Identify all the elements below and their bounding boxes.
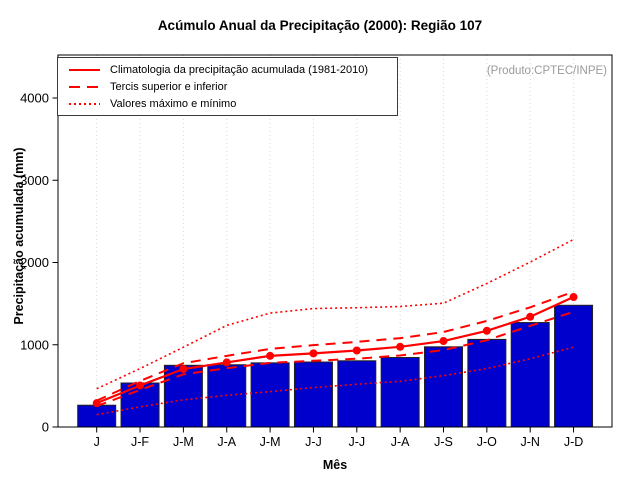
x-tick-label: J-J — [348, 435, 366, 449]
legend-box — [57, 57, 398, 116]
legend-item-max-min — [69, 96, 397, 111]
y-axis-title: Precipitação acumulada (mm) — [12, 147, 26, 325]
bar-J-S — [425, 347, 463, 427]
point-J-J — [353, 347, 361, 355]
x-tick-label: J-M — [172, 435, 194, 449]
bar-J-J — [338, 361, 376, 427]
point-J-A — [223, 358, 231, 366]
y-tick-label: 4000 — [20, 90, 49, 106]
y-tick-label: 2000 — [20, 255, 49, 270]
x-axis-title: Mês — [322, 458, 348, 472]
bar-J-M — [251, 363, 289, 427]
bar-J — [78, 405, 116, 427]
bar-J-F — [121, 383, 159, 427]
x-tick-label: J-S — [434, 435, 453, 449]
legend-label-climatologia: Climatologia da precipitação acumulada (1981-2010) — [110, 63, 369, 76]
x-tick-label: J-N — [520, 435, 540, 449]
point-J-M — [179, 365, 187, 373]
y-tick-label: 3000 — [20, 172, 49, 188]
legend-item-climatologia — [69, 62, 397, 77]
y-tick-label: 1000 — [20, 337, 49, 353]
point-J-N — [526, 313, 534, 321]
point-J-M — [266, 352, 274, 360]
point-J-D — [570, 293, 578, 301]
x-tick-label: J-O — [476, 435, 497, 449]
chart-title: Acúmulo Anual da Precipitação (2000): Região 107 — [157, 18, 483, 33]
point-J-O — [483, 327, 491, 335]
point-J-S — [440, 337, 448, 345]
legend-label-max-min: Valores máximo e mínimo — [110, 97, 237, 110]
x-tick-label: J-F — [131, 435, 150, 449]
bar-J-O — [468, 339, 506, 427]
point-J-A — [396, 343, 404, 351]
bar-J-J — [294, 362, 332, 427]
x-tick-label: J — [93, 435, 100, 449]
point-J-F — [136, 381, 144, 389]
bar-J-N — [511, 323, 549, 427]
point-J-J — [309, 349, 317, 357]
product-annotation: (Produto:CPTEC/INPE) — [486, 65, 607, 77]
legend-item-tercis — [69, 79, 397, 94]
x-tick-label: J-D — [563, 435, 584, 449]
bar-J-A — [381, 357, 419, 427]
dashed-line-icon — [69, 86, 100, 88]
x-tick-label: J-A — [390, 435, 410, 449]
x-tick-label: J-M — [259, 435, 281, 449]
solid-line-icon — [69, 69, 100, 71]
dotted-line-icon — [69, 103, 100, 105]
bar-J-D — [555, 305, 593, 427]
y-tick-label: 0 — [41, 419, 49, 435]
x-tick-label: J-J — [305, 435, 322, 449]
legend-label-tercis: Tercis superior e inferior — [110, 80, 228, 93]
x-tick-label: J-A — [217, 435, 237, 449]
point-J — [93, 399, 101, 407]
